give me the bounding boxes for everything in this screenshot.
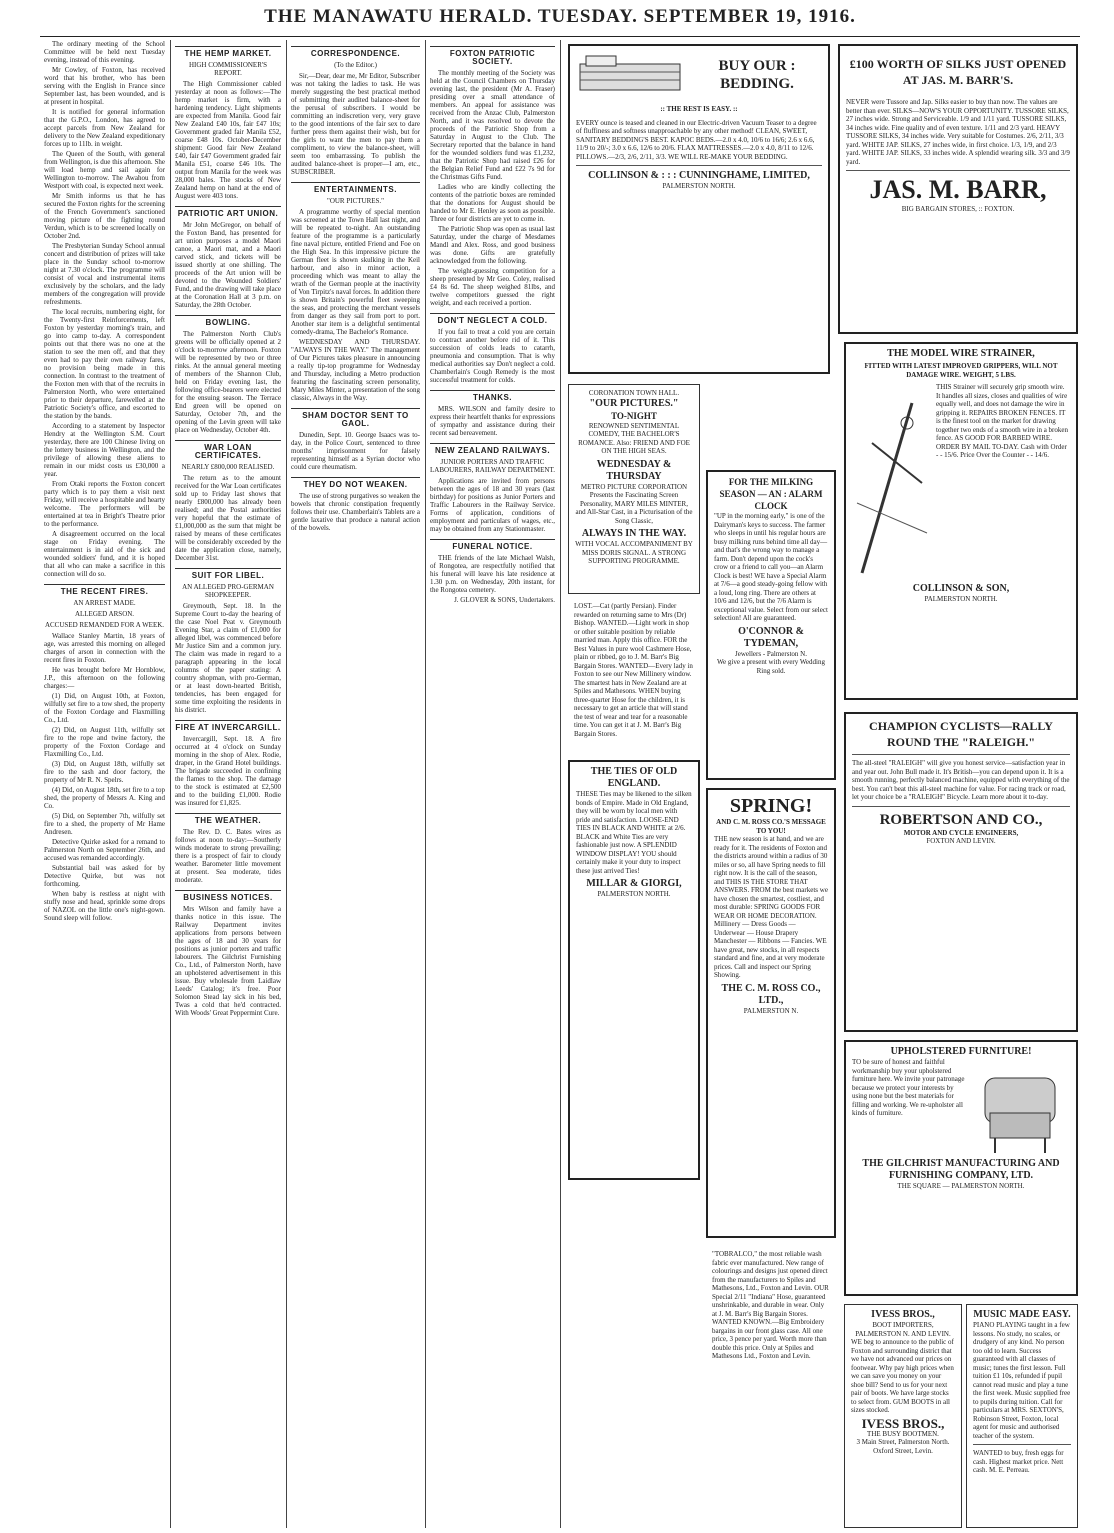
column-4 — [430, 40, 555, 1528]
section-heading: SHAM DOCTOR SENT TO GAOL. — [291, 408, 420, 428]
ad-ties — [568, 760, 700, 1180]
ad-body: RENOWNED SENTIMENTAL COMEDY, THE BACHELOR'S ROMANCE. Also: FRIEND AND FOE ON THE HIGH SEAS. — [578, 421, 690, 455]
ad-title: CHAMPION CYCLISTS—RALLY ROUND THE "RALEIGH." — [869, 719, 1053, 749]
paragraph: Mr John McGregor, on behalf of the Foxton Band, has presented for art union purposes a model Maori canoe, a Maori mat, and a Maori carved stick, and tickets will be issued shortly at one shilling. The proceeds of the Art union will be devoted to the Wounded Soldiers' Fund, and the drawing will take place at the Coronation Hall at 3 p.m. on Saturday, the 28th October. — [175, 221, 281, 309]
ad-title: UPHOLSTERED FURNITURE! — [890, 1046, 1032, 1057]
section-heading: BUSINESS NOTICES. — [175, 890, 281, 902]
section-heading: FIRE AT INVERCARGILL. — [175, 720, 281, 732]
ad-wire-strainer — [844, 342, 1078, 700]
ad-firm: JAS. M. BARR, — [869, 175, 1047, 204]
ad-bedding-header — [576, 50, 822, 100]
ad-title: £100 WORTH OF SILKS JUST OPENED AT JAS. M. BARR'S. — [849, 57, 1067, 87]
divider — [846, 170, 1070, 171]
ad-title: FOR THE MILKING SEASON — AN : ALARM CLOCK — [719, 477, 823, 511]
divider — [973, 1444, 1071, 1445]
paragraph: Applications are invited from persons between the ages of 18 and 30 years (last birthday) for positions as Junior Porters and Traffic Labourers in the Railway Service. Forms of application, conditions of employment and particulars of wages, etc., may be obtained from any Stationmaster. — [430, 477, 555, 533]
ad-subtitle: FITTED WITH LATEST IMPROVED GRIPPERS, WILL NOT DAMAGE WIRE. WEIGHT, 5 LBS. — [864, 362, 1058, 379]
section-heading: ENTERTAINMENTS. — [291, 182, 420, 194]
ad-body: THIS Strainer will securely grip smooth wire. It handles all sizes, closes and qualities of wire equally well, and does not damage the wire in gripping it. REPAIRS BROKEN FENCES. IT is the finest tool on the market for drawing together two ends of a smooth wire in a broken fence. AS GOOD FOR BARBED WIRE. ORDER BY MAIL TO-DAY. Cash with Order - - 15/6. Price Over the Counter - - 14/6. — [936, 383, 1068, 459]
armchair-icon — [970, 1058, 1070, 1158]
divider — [852, 806, 1070, 807]
paragraph: If you fail to treat a cold you are certain to contract another before rid of it. This succession of colds leads to catarrh, pneumonia and consumption. That is why medical authorities say Don't neglect a cold. Chamberlain's Cough Remedy is the most successful treatment for colds. — [430, 328, 555, 384]
ad-film: ALWAYS IN THE WAY. — [581, 528, 687, 539]
paragraph: Mr Cowley, of Foxton, has received word that his brother, who has been serving with the English in France since September last, has been wounded, and is at present in hospital. — [44, 66, 165, 106]
ad-music — [966, 1304, 1078, 1528]
paragraph: (3) Did, on August 18th, wilfully set fire to the sash and door factory, the property of Mr R. N. Spelrs. — [44, 760, 165, 784]
paragraph: Wallace Stanley Martin, 18 years of age, was arrested this morning on alleged charges of arson in connection with the recent fires in Foxton. — [44, 632, 165, 664]
subheading: (To the Editor.) — [334, 61, 377, 69]
ad-ivess — [844, 1304, 962, 1528]
small-ads-tobralco — [706, 1246, 836, 1526]
signature: J. GLOVER & SONS, Undertakers. — [454, 596, 555, 604]
paragraph: According to a statement by Inspector Hendry at the Wellington S.M. Court yesterday, there are 100 Chinese living on the lottery business in Wellington, and the privilege of allowing these aliens to remain in our midst costs us £30,000 a year. — [44, 422, 165, 478]
ad-title: THE TIES OF OLD ENGLAND. — [590, 766, 678, 789]
section-heading: SUIT FOR LIBEL. — [175, 568, 281, 580]
ad-raleigh — [844, 712, 1078, 1032]
ad-strainer-content — [852, 383, 1070, 583]
ad-title: THE MODEL WIRE STRAINER, — [887, 348, 1035, 359]
ad-firm: THE GILCHRIST MANUFACTURING AND FURNISHING COMPANY, LTD. — [862, 1158, 1060, 1181]
ad-place: Jewellers - Palmerston N. — [735, 649, 807, 658]
divider — [852, 754, 1070, 755]
ad-alarm-clock — [706, 470, 836, 780]
paragraph: The Rev. D. C. Bates wires as follows at noon to-day:—Southerly winds moderate to strong prevailing; there is a prospect of fair to cloudy weather. Barometer little movement at present. Sea moderate, tides moderate. — [175, 828, 281, 884]
subheading: ALLEGED ARSON. — [74, 610, 135, 618]
paragraph: Detective Quirke asked for a remand to Palmerston North on September 26th, and accused was remanded accordingly. — [44, 838, 165, 862]
paragraph: The Patriotic Shop was open as usual last Saturday, under the charge of Mesdames Mandl and Alex. Ross, and good business was done. Gifts are gratefully acknowledged from the following. — [430, 225, 555, 265]
ad-body: "UP in the morning early," is one of the Dairyman's keys to success. The farmer who sleeps in until his regular hours are busy milking runs behind time all day—and that's the wrong way to manage a farm. Don't depend upon the cock's crow or a friend to call you—an Alarm Clock is best! WE have a Special Alarm at 7/6—a good steady-going fellow with a loud, long ring. There are others at 10/6 and 12/6, but the 7/6 Alarm is exceptional value. Select from our select selection! All are guaranteed. — [714, 512, 828, 622]
column-rule — [286, 40, 287, 1528]
section-heading: CORRESPONDENCE. — [291, 46, 420, 58]
section-heading: NEW ZEALAND RAILWAYS. — [430, 443, 555, 455]
section-heading: THE HEMP MARKET. — [175, 46, 281, 58]
section-heading: BOWLING. — [175, 315, 281, 327]
subheading: "OUR PICTURES." — [326, 197, 385, 205]
paragraph: (4) Did, on August 18th, set fire to a top shed, the property of Messrs A. King and Co. — [44, 786, 165, 810]
ad-subtitle: BOOT IMPORTERS, PALMERSTON N. AND LEVIN. — [855, 1321, 951, 1338]
paragraph: (1) Did, on August 10th, at Foxton, wilfully set fire to a tow shed, the property of the Foxton Cordage and Flaxmilling Co., Ltd. — [44, 692, 165, 724]
ad-firm: COLLINSON & : : : CUNNINGHAME, LIMITED, — [588, 170, 810, 181]
section-heading: THANKS. — [430, 390, 555, 402]
ad-silks — [838, 44, 1078, 334]
ad-body: NEVER were Tussore and Jap. Silks easier to buy than now. The values are better than ever. SILKS—NOW'S YOUR OPPORTUNITY. TUSSORE SILKS, 27 inches wide. Strong and Serviceable. 1/9 and 1/11 yard. TUSSORE SILKS, 34 inches wide. Fine quality and of even texture. 1/11 and 2/3 yard. HEAVY TUSSORE SILKS, 34 inches wide. Very suitable for Costumes. 2/6, 2/11, 3/3 yard. WHITE JAP. SILKS, 27 inches wide, in first choice. 1/3, 1/9, and 2/3 yard. WHITE JAP. SILKS, 33 inches wide. A splendid wearing silk. 3/3 and 3/9 yard. — [846, 98, 1070, 166]
ad-head: CORONATION TOWN HALL. — [588, 389, 680, 397]
paragraph: The Presbyterian Sunday School annual concert and distribution of prizes will take place in the Sunday school to-morrow night at 7.30 o'clock. The programme will consist of vocal and instrumental items exclusively by the scholars, and the lady members of the congregation will provide refreshments. — [44, 242, 165, 306]
ad-title: "OUR PICTURES." — [589, 397, 679, 409]
ad-title: SPRING! — [729, 795, 813, 817]
section-heading: DON'T NEGLECT A COLD. — [430, 313, 555, 325]
paragraph: (2) Did, on August 11th, wilfully set fire to the rope and twine factory, the property of the Foxton Cordage and Flaxmilling Co., Ltd. — [44, 726, 165, 758]
ad-body: THESE Ties may be likened to the silken bonds of Empire. Made in Old England, they will be worn by local men with pride and satisfaction. LOOSE-END TIES IN BLACK AND WHITE at 2/6. BLACK and White Ties are very fashionable just now. A SPLENDID WINDOW DISPLAY! YOU should certainly make it your duty to inspect these just arrived Ties! — [576, 790, 692, 875]
masthead: THE MANAWATU HERALD. TUESDAY. SEPTEMBER 19, 1916. — [40, 6, 1080, 37]
subheading: NEARLY £800,000 REALISED. — [181, 463, 275, 471]
paragraph: The local recruits, numbering eight, for the Twenty-first Reinforcements, left Foxton by yesterday morning's train, and go into camp to-day. A correspondent points out that there was no one at the station to see the men off, and that they even had to pay their own railway fares, no provision being made in this connection. In contrast to the treatment of the Foxton men with that of the recruits in Palmerston North, who were entertained prior to their departure, farewelled at the Patriotic Society's office, and escorted to the station by the bands. — [44, 308, 165, 420]
divider — [576, 165, 822, 166]
wire-strainer-icon — [852, 383, 932, 583]
section-heading: FOXTON PATRIOTIC SOCIETY. — [430, 46, 555, 66]
ad-body: TO be sure of honest and faithful workmanship buy your upholstered furniture here. We invite your patronage because we protect your interests by using none but the best materials for filling and working. We re-upholster all kinds of furniture. — [852, 1058, 965, 1117]
ad-note: We give a present with every Wedding Ring sold. — [717, 658, 825, 675]
ad-body: THE new season is at hand, and we are ready for it. The residents of Foxton and the districts around within a radius of 30 miles or so, all have Spring needs to fill right now. It is the call of the season, and THIS IS THE STORE THAT ANSWERS. FROM the best markets we have chosen the smartest, costliest, and most durable: SPRING GOODS FOR WEAR OR HOME DECORATION. Millinery — Dress Goods — Underwear — House Drapery Manchester — Ribbons — Fancies. WE have great, new stocks, in all respects standard and fine, and at very moderate prices. Call and inspect our Spring Showing. — [714, 835, 828, 979]
ad-place: PALMERSTON N. — [743, 1006, 799, 1015]
column-rule — [425, 40, 426, 1528]
section-heading: PATRIOTIC ART UNION. — [175, 206, 281, 218]
paragraph: It is notified for general information that the G.P.O., London, has agreed to accept parcels from New Zealand for delivery to the New Zealand expeditionary forces up to 11lb. in weight. — [44, 108, 165, 148]
ad-body: METRO PICTURE CORPORATION Presents the Fascinating Screen Personality, MARY MILES MINTER, and All-Star Cast, in a Picturisation of the Song Classic, — [575, 482, 693, 525]
ad-upholstered — [844, 1040, 1078, 1296]
ad-place: FOXTON AND LEVIN. — [926, 837, 996, 845]
column-rule — [170, 40, 171, 1528]
paragraph: Ladies who are kindly collecting the contents of the patriotic boxes are reminded that the donations for August should be handed to Mr E. Henley as soon as possible. Three or four districts are yet to come in. — [430, 183, 555, 223]
ad-title: BUY OUR : BEDDING. — [718, 58, 796, 92]
paragraph: A programme worthy of special mention was screened at the Town Hall last night, and will be repeated to-night. An outstanding feature of the programme is a particularly fine naval picture, entitled Friend and Foe on the High Sea. In this impressive picture the German fleet is shown skulking in the Keil harbour, and also in minor action, a proceeding which was meant to allay the wrath of the German people at the inactivity of Von Tirpitz's naval forces. In addition there is shown Britain's powerful fleet sweeping the seas, and protecting the merchant vessels from danger as they sail from port to port. Another star item is a delightful sentimental comedy-drama, The Bachelor's Romance. — [291, 208, 420, 336]
paragraph: The return as to the amount received for the War Loan certificates sold up to Friday last shows that nearly £800,000 has already been realised; and the Postal authorities very hopeful that the estimate of £1,000,000 as the sum that might be raised by means of these certificates will be considerably exceeded by the date the application close, namely, December 31st. — [175, 474, 281, 562]
paragraph: The weight-guessing competition for a sheep presented by Mr Geo. Coley, realised £4 8s 6d. The sheep weighed 81lbs, and twelve competitors guessed the right weight, and each received a portion. — [430, 267, 555, 307]
paragraph: Invercargill, Sept. 18. A fire occurred at 4 o'clock on Sunday morning in the shop of Alex. Rodie, draper, in the Grand Hotel buildings. The brigade succeeded in confining the flames to the shop. The damage to the stock is estimated at £2,500 and to the building £1,000. Rodie was insured for £1,825. — [175, 735, 281, 807]
ad-wanted: WANTED to buy, fresh eggs for cash. Highest market price. Nett cash. M. E. Perreau. — [973, 1449, 1064, 1474]
ad-firm: O'CONNOR & TYDEMAN, — [738, 625, 804, 649]
ad-place: BIG BARGAIN STORES, :: FOXTON. — [901, 205, 1015, 213]
ad-place: PALMERSTON NORTH. — [662, 182, 736, 190]
ad-upholstered-content — [852, 1058, 1070, 1158]
paragraph: A disagreement occurred on the local stage on Friday evening. The entertainment is in aid of the sick and wounded soldiers' fund, and it is hoped that all who can make a sacrifice in this connection will do so. — [44, 530, 165, 578]
subheading: JUNIOR PORTERS AND TRAFFIC LABOURERS, RAILWAY DEPARTMENT. — [430, 458, 555, 474]
ad-firm2: THE BUSY BOOTMEN. — [867, 1429, 939, 1438]
ad-subtitle: MOTOR AND CYCLE ENGINEERS, — [903, 828, 1019, 837]
ad-spring — [706, 788, 836, 1238]
ad-subtitle: :: THE REST IS EASY. :: — [660, 105, 738, 113]
ad-body: PIANO PLAYING taught in a few lessons. No study, no scales, or drudgery of any kind. No person too old to learn. Success guaranteed with all classes of music; tunes the first lesson. Full tuition £1 10s, refunded if pupil cannot read music and play a tune the first week. Music supplied free to pupils during tuition. Call for particulars at MRS. SEXTON'S, Robinson Street, Foxton, local agent for music and authorised teacher of the system. — [973, 1321, 1071, 1440]
section-heading: THE WEATHER. — [175, 813, 281, 825]
ad-firm: IVESS BROS., — [861, 1415, 945, 1431]
bed-illustration-icon — [576, 50, 686, 100]
section-heading: WAR LOAN CERTIFICATES. — [175, 440, 281, 460]
paragraph: (5) Did, on September 7th, wilfully set fire to a shed, the property of Mr Hame Andresen. — [44, 812, 165, 836]
ad-place: THE SQUARE — PALMERSTON NORTH. — [897, 1182, 1025, 1190]
ad-days: WEDNESDAY & THURSDAY — [596, 458, 672, 482]
paragraph: Mr Smith informs us that he has secured the Foxton rights for the screening of the French Government's sanctioned moving picture of the fighting round Verdun, which is to be screened locally on October 2nd. — [44, 192, 165, 240]
ad-body: WITH VOCAL ACCOMPANIMENT BY MISS DORIS SIGNAL. A STRONG SUPPORTING PROGRAMME. — [575, 540, 693, 565]
paragraph: The Queen of the South, with general from Wellington, is due this afternoon. She will load hemp and sail again for Wellington to-morrow. The Awahou from Westport with coal, is expected next week. — [44, 150, 165, 190]
ad-place: PALMERSTON NORTH. — [597, 890, 671, 898]
section-heading: THE RECENT FIRES. — [44, 584, 165, 596]
ad-title: IVESS BROS., — [871, 1309, 935, 1320]
ad-subtitle: AND C. M. ROSS CO.'S MESSAGE TO YOU! — [716, 818, 826, 835]
paragraph: The monthly meeting of the Society was held at the Council Chambers on Thursday evening last, the president (Mr A. Fraser) presiding over a small attendance of members. An appeal for assistance was received from the Anzac Club, Palmerston North, and it was resolved to devote the proceeds of the Patriotic Shop from a Saturday in August to the Club. The Secretary reported that the balance in hand for the wounded soldiers fund was £1,232, that the Patriotic Shop had raised £26 for the Belgian Relief Fund and £22 7s 9d for the Christmas Gifts Fund. — [430, 69, 555, 181]
paragraph: He was brought before Mr Hornblow, J.P., this afternoon on the following charges:— — [44, 666, 165, 690]
paragraph: When baby is restless at night with stuffy nose and head, sprinkle some drops of NAZOL on the little one's night-gown. Sound sleep will follow. — [44, 890, 165, 922]
paragraph: Dunedin, Sept. 10. George Isaacs was to-day, in the Police Court, sentenced to three months' imprisonment for falsely representing himself as a Syrian doctor who could cure rheumatism. — [291, 431, 420, 471]
ad-our-pictures — [568, 384, 700, 594]
column-rule — [560, 40, 561, 1528]
subheading: HIGH COMMISSIONER'S REPORT. — [188, 61, 268, 77]
column-2 — [175, 40, 281, 1528]
small-ads — [568, 598, 700, 758]
ad-tonight: TO-NIGHT — [611, 410, 657, 421]
paragraph: WEDNESDAY AND THURSDAY. "ALWAYS IN THE WAY." The management of Our Pictures takes pleasure in announcing a really tip-top programme for Wednesday and Thursday, including a Metro production featuring the fascinating screen personality, Mary Miles Minter, a presentation of the song classic, Always in the Way. — [291, 338, 420, 402]
ad-firm: MILLAR & GIORGI, — [586, 878, 682, 889]
paragraph: THE friends of the late Michael Walsh, of Rongotea, are respectfully notified that his funeral will leave his late residence at 1.30 p.m. on Wednesday, 20th instant, for the Rongotea cemetery. — [430, 554, 555, 594]
paragraph: Substantial bail was asked for by Detective Quirke, but was not forthcoming. — [44, 864, 165, 888]
paragraph: The use of strong purgatives so weaken the bowels that chronic constipation frequently follows their use. Chamberlain's Tablets are a gentle laxative that produce a natural action of the bowels. — [291, 492, 420, 532]
paragraph: The Palmerston North Club's greens will be officially opened at 2 o'clock to-morrow afternoon. Foxton will be represented by two or three rinks. At the annual general meeting of members of the Shannon Club, held on Friday evening last, the following office-bearers were elected for the ensuing season. The Terrace End green will be opened on Saturday, October 7th, and the opening of the Levin green will take place on Wednesday, October 4th. — [175, 330, 281, 434]
subheading: ACCUSED REMANDED FOR A WEEK. — [44, 621, 165, 629]
subheading: AN ARREST MADE. — [73, 599, 136, 607]
small-ads-text: "TOBRALCO," the most reliable wash fabric ever manufactured. New range of colourings and designs just opened direct from the manufacturers to Spiles and Mathesons, Ltd., Foxton and Levin. OUR Special 2/11 "Indiana" Hose, guaranteed unshrinkable, and durable in wear. Only at J. M. Barr's Big Bargain Stores. WANTED KNOWN.—Big Embroidery bargains in our front glass case. All one price, 3 pence per yard. Worth more than double this price. Only at Spiles and Mathesons Ltd., Foxton and Levin. — [712, 1250, 829, 1360]
ad-firm: THE C. M. ROSS CO., LTD., — [721, 982, 821, 1006]
paragraph: From Otaki reports the Foxton concert party which is to pay them a visit next Friday, will receive a hospitable and hearty welcome. The performers will be entertained at tea in Bright's Theatre prior to the performance. — [44, 480, 165, 528]
column-1 — [44, 40, 165, 1528]
ad-place: 3 Main Street, Palmerston North. Oxford Street, Levin. — [856, 1438, 950, 1455]
column-3 — [291, 40, 420, 1528]
ad-firm: ROBERTSON AND CO., — [879, 811, 1043, 828]
small-ads-text: LOST.—Cat (partly Persian). Finder rewarded on returning same to Mrs (Dr) Bishop. WANTED.—Light work in shop or other suitable position by reliable married man. Apply this office. FOR the Best Values in pure wool Cashmere Hose, plain or ribbed, go to J. M. Barr's Big Bargain Stores. WANTED—Every lady in Foxton to see our New Millinery window. The smartest hats in New Zealand are at Spiles and Mathesons. WHEN buying three-quarter Hose for the children, it is necessary to get an article that will stand the test of wear and tear for a reasonable time. You can get it at J. M. Barr's Big Bargain Stores. — [574, 602, 693, 738]
paragraph: The High Commissioner cabled yesterday at noon as follows:—The hemp market is firm, with a hardening tendency. Light shipments are expected from Manila. Good fair New Zealand £40 10s, fair £47 10s; Government graded fair Manila £52, coarse £48 10s. October-December shipment: Good fair New Zealand £40, fair £47 Government graded fair Manila £51, coarse £46 10s. The output from Manila for the week was 28,000 bales. The stocks of New Zealand hemp on hand at the end of August were 403 tons. — [175, 80, 281, 200]
paragraph: Mrs Wilson and family have a thanks notice in this issue. The Railway Department invites applications from persons between the ages of 18 and 30 years for positions as junior porters and traffic labourers. The Gilchrist Furnishing Co., Ltd., of Palmerston North, have an upholstered advertisement in this issue. Buy wholesale from Laidlaw Leeds' Catalog; it's free. Poor Solomon Stead lay sick in his bed, Twas a cold that he'd contracted. With Woods' Great Peppermint Cure. — [175, 905, 281, 1017]
section-heading: THEY DO NOT WEAKEN. — [291, 477, 420, 489]
ad-place: PALMERSTON NORTH. — [924, 595, 998, 603]
ad-body: EVERY ounce is teased and cleaned in our Electric-driven Vacuum Teaser to a degree of fluffiness and softness unapproachable by any other method! CLEAN, SWEET, SANITARY BEDDING'S BEST. KAPOC BEDS.—2.0 x 4.0, 10/6 to 16/6; 2.6 x 6.6, 11/9 to 20/-; 3.0 x 6.6, 12/6 to 20/6. FLAX MATTRESSES.—2.0 x 4.0, 8/11 to 12/6. PILLOWS.—2/3, 2/6, 2/11, 3/3. WE WILL RE-MAKE YOUR BEDDING. — [576, 118, 817, 161]
ad-firm: COLLINSON & SON, — [912, 583, 1010, 594]
ad-bedding — [568, 44, 830, 374]
section-heading: FUNERAL NOTICE. — [430, 539, 555, 551]
paragraph: MRS. WILSON and family desire to express their heartfelt thanks for expressions of sympathy and assistance during their recent sad bereavement. — [430, 405, 555, 437]
paragraph: Sir,—Dear, dear me, Mr Editor, Subscriber was not taking the ladies to task. He was merely suggesting the best practical method of submitting their audited balance-sheet for the perusal of subscribers. I would be committing an indiscretion very, very grave to the good intentions of the fair sex to dare further press them against their wish, but for the girls to want the men to pay them a compliment, to view the balance-sheet, will seem too embarrassing. To publish the audited balance-sheet is proper—I am, etc., SUBSCRIBER. — [291, 72, 420, 176]
ad-title: MUSIC MADE EASY. — [973, 1309, 1071, 1320]
paragraph: Greymouth, Sept. 18. In the Supreme Court to-day the hearing of the case Noel Peat v. Greymouth Evening Star, a claim of £1,000 for alleged libel, was commenced before Mr Justice Sim and a common jury. The claim was made in regard to a paragraph appearing in the local columns of the paper stating: A country shopman, with pro-German, or at least down-hearted British, tendencies, has been engaged for some time exploiting the residents in his district. — [175, 602, 281, 714]
paragraph: The ordinary meeting of the School Committee will be held next Tuesday evening, instead of this evening. — [44, 40, 165, 64]
subheading: AN ALLEGED PRO-GERMAN SHOPKEEPER. — [182, 583, 274, 599]
ad-body: The all-steel "RALEIGH" will give you honest service—satisfaction year in and year out. John Bull made it. It's British—you can depend upon it. It is a smooth running, perfectly balanced machine, equipped with everything of the best. You can't beat this all-steel machine for value. For racing track or road, let your choice be a "RALEIGH" Bicycle. Learn more about it to-day. — [852, 759, 1070, 801]
ad-body: WE beg to announce to the public of Foxton and surrounding district that we have not advanced our prices on footwear. Why pay high prices when we can save you money on your shoe bill? Send to us for your next pair of boots. We have large stocks to select from. GUM BOOTS in all sizes stocked. — [851, 1338, 954, 1414]
